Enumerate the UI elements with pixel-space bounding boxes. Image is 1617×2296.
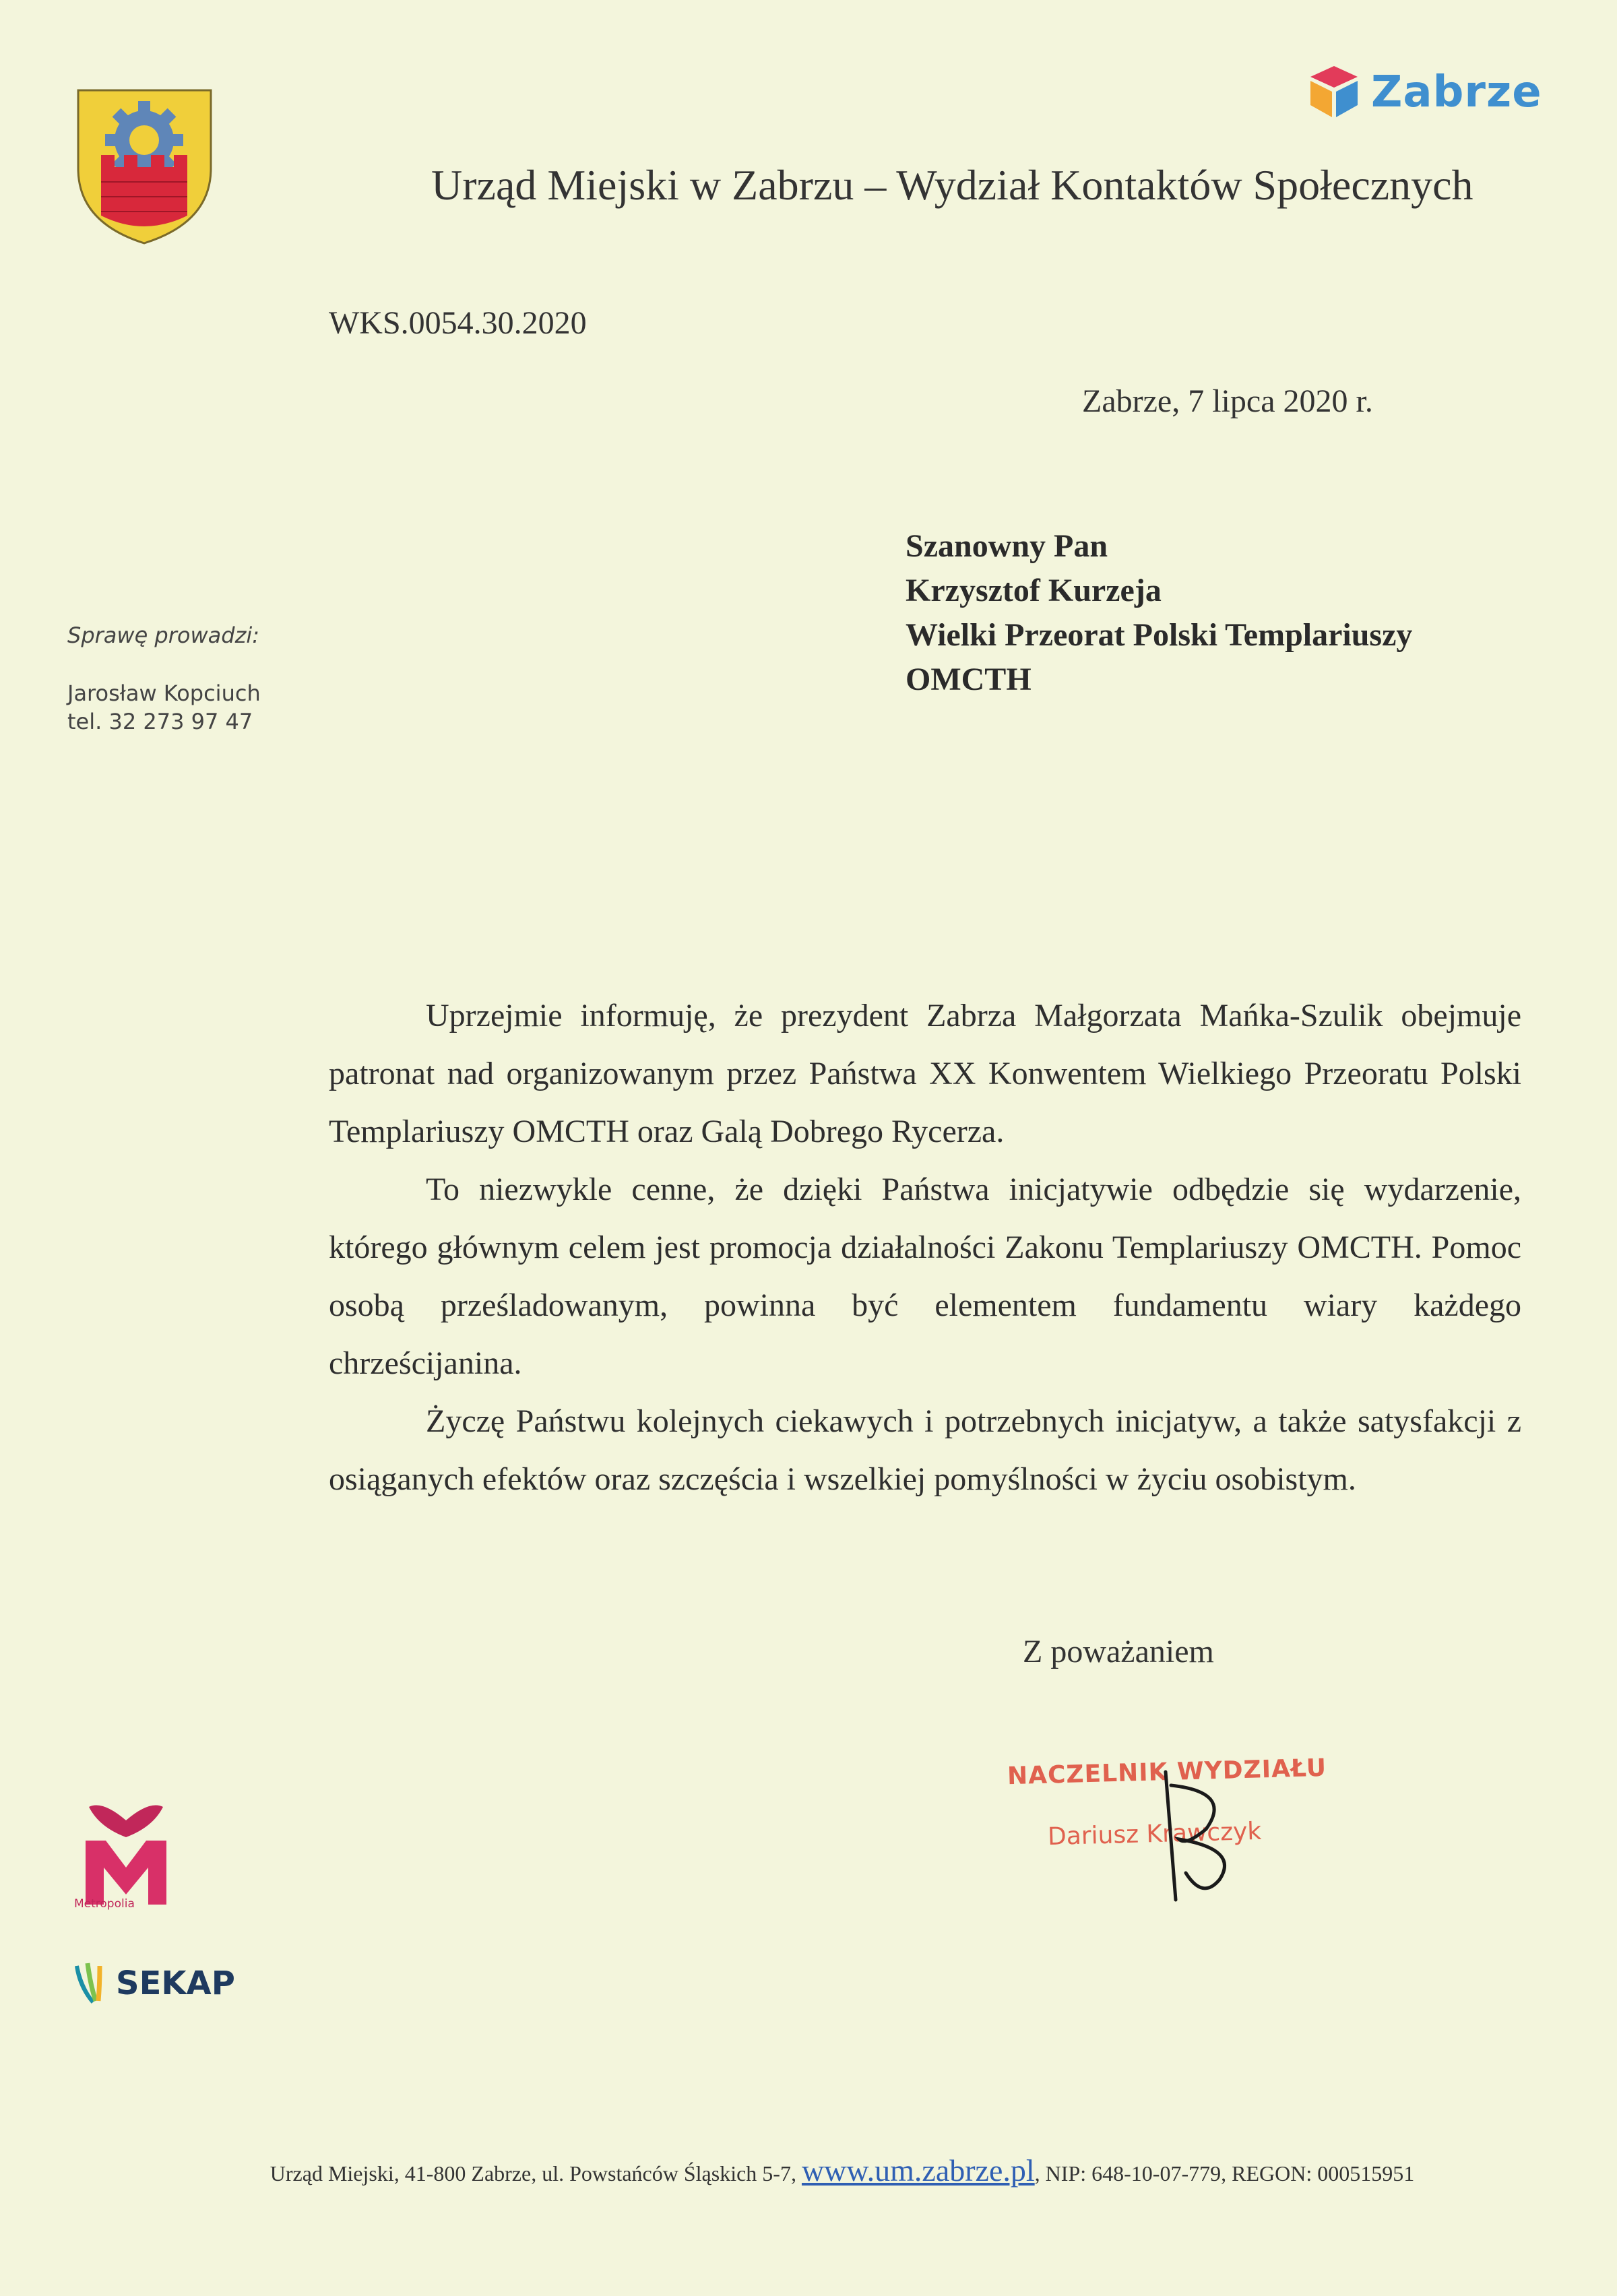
stamp-title: NACZELNIK WYDZIAŁU: [1007, 1754, 1327, 1791]
addressee-block: [906, 524, 1412, 702]
sekap-logo: [73, 1960, 235, 2008]
body-paragraph-1: Uprzejmie informuję, że prezydent Zabrza Małgorzata Mańka-Szulik obejmuje patronat nad organizowanym przez Państwa XX Konwentem Wielkiego Przeoratu Polski Templariuszy OMCTH oraz Galą Dobrego Rycerza.: [329, 998, 1521, 1149]
contact-phone: tel. 32 273 97 47: [67, 709, 253, 734]
sekap-icon: [73, 1960, 113, 2005]
body-paragraph-2: To niezwykle cenne, że dzięki Państwa inicjatywie odbędzie się wydarzenie, którego głównym celem jest promocja działalności Zakonu Templariuszy OMCTH. Pomoc osobą prześladowanym, powinna być elementem fundamentu wiary każdego chrześcijanina.: [329, 1172, 1521, 1381]
metropolia-label: Metropolia: [74, 1897, 135, 1911]
letter-body: [329, 987, 1521, 1508]
footer: [202, 2153, 1482, 2188]
contact-label: Sprawę prowadzi:: [67, 623, 260, 648]
coat-of-arms-logo: [75, 88, 214, 246]
handwritten-signature: [1139, 1765, 1253, 1907]
zabrze-brand-logo: [1304, 62, 1542, 123]
footer-address: Urząd Miejski, 41-800 Zabrze, ul. Powstańców Śląskich 5-7,: [270, 2161, 796, 2186]
zabrze-cube-icon: [1304, 62, 1364, 123]
closing-line: Z poważaniem: [1023, 1634, 1214, 1669]
body-paragraph-3: Życzę Państwu kolejnych ciekawych i potrzebnych inicjatyw, a także satysfakcji z osiąganych efektów oraz szczęścia i wszelkiej pomyślności w życiu osobistym.: [329, 1403, 1521, 1497]
contact-name: Jarosław Kopciuch: [67, 680, 261, 706]
addressee-suffix: OMCTH: [906, 662, 1032, 697]
sekap-text: SEKAP: [116, 1965, 235, 2002]
footer-website-link[interactable]: www.um.zabrze.pl: [801, 2153, 1035, 2188]
addressee-salutation: Szanowny Pan: [906, 528, 1108, 564]
footer-ids: , NIP: 648-10-07-779, REGON: 000515951: [1034, 2161, 1415, 2186]
addressee-name: Krzysztof Kurzeja: [906, 573, 1162, 608]
reference-number: WKS.0054.30.2020: [329, 305, 587, 341]
department-title: Urząd Miejski w Zabrzu – Wydział Kontaktów Społecznych: [431, 161, 1473, 209]
date-line: Zabrze, 7 lipca 2020 r.: [1082, 383, 1373, 419]
stamp-name: Dariusz Krawczyk: [1047, 1817, 1262, 1851]
addressee-organization: Wielki Przeorat Polski Templariuszy: [906, 617, 1413, 653]
metropolia-logo: [75, 1800, 177, 1913]
zabrze-brand-text: Zabrze: [1371, 67, 1542, 117]
